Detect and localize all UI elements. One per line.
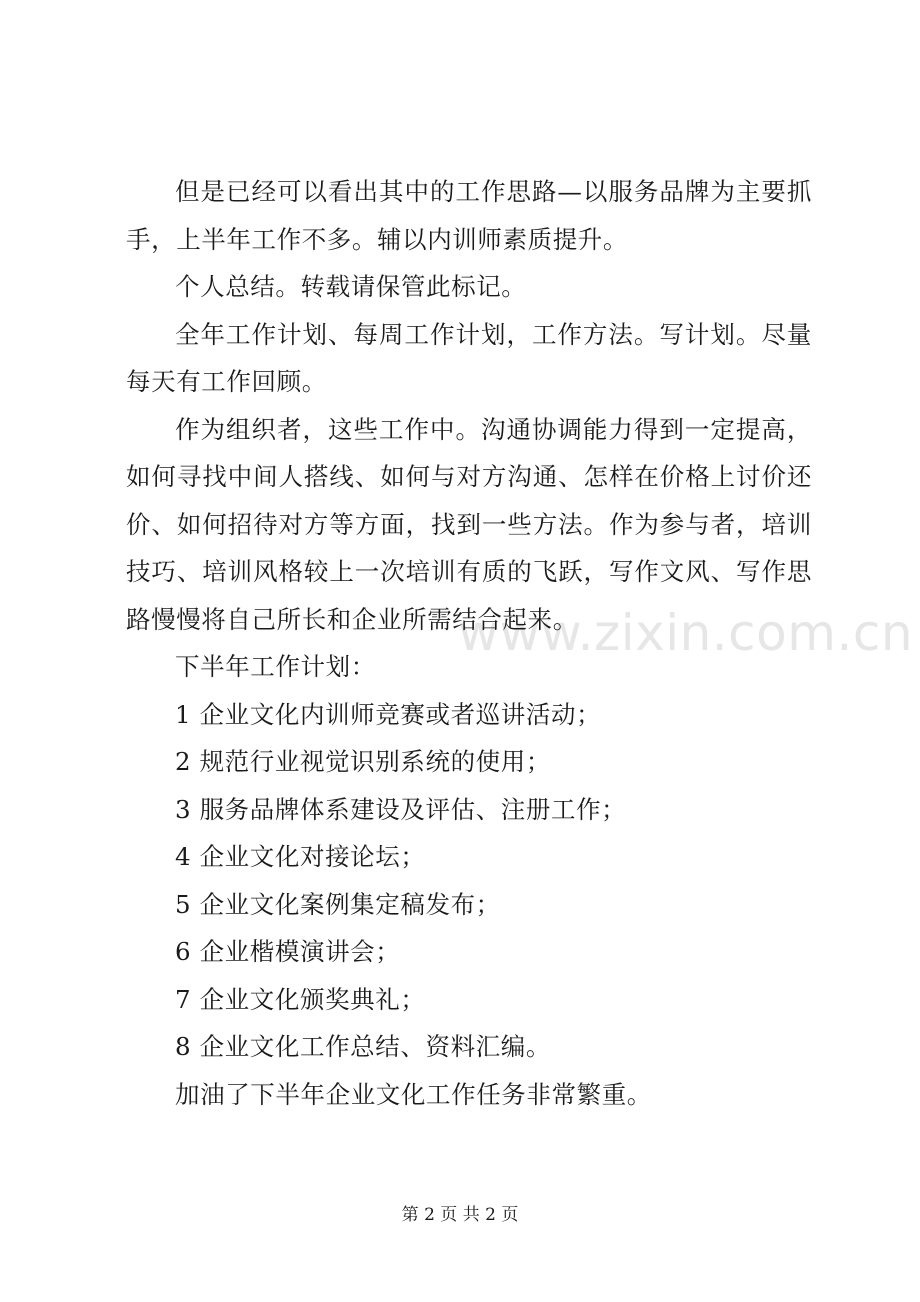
list-item: 8 企业文化工作总结、资料汇编。 [175,1032,551,1061]
list-item: 6 企业楷模演讲会； [175,937,401,966]
list-item: 7 企业文化颁奖典礼； [175,984,426,1014]
section-heading: 下半年工作计划： [175,652,376,681]
document-body [126,168,812,1118]
list-item: 1 企业文化内训师竞赛或者巡讲活动； [175,699,602,729]
list-item: 5 企业文化案例集定稿发布； [175,889,501,919]
paragraph: 加油了下半年企业文化工作任务非常繁重。 [175,1079,652,1109]
list-item: 4 企业文化对接论坛； [175,842,426,871]
paragraph: 作为组织者，这些工作中。沟通协调能力得到一定提高，如何寻找中间人搭线、如何与对方沟通、怎样在价格上讨价还价、如何招待对方等方面，找到一些方法。作为参与者，培训技巧、培训风格较上一次培训有质的飞跃，写作文风、写作思路慢慢将自己所长和企业所需结合起来。 [126,414,812,634]
watermark: www.zixin.com.cn [458,604,914,662]
page-number-footer: 第 2 页 共 2 页 [401,1205,519,1225]
paragraph: 全年工作计划、每周工作计划，工作方法。写计划。尽量每天有工作回顾。 [126,319,812,396]
list-item: 3 服务品牌体系建设及评估、注册工作； [175,794,627,824]
list-item: 2 规范行业视觉识别系统的使用； [175,747,551,776]
paragraph: 但是已经可以看出其中的工作思路—以服务品牌为主要抓手，上半年工作不多。辅以内训师素质提升。 [126,177,812,254]
paragraph: 个人总结。转载请保管此标记。 [175,272,527,301]
